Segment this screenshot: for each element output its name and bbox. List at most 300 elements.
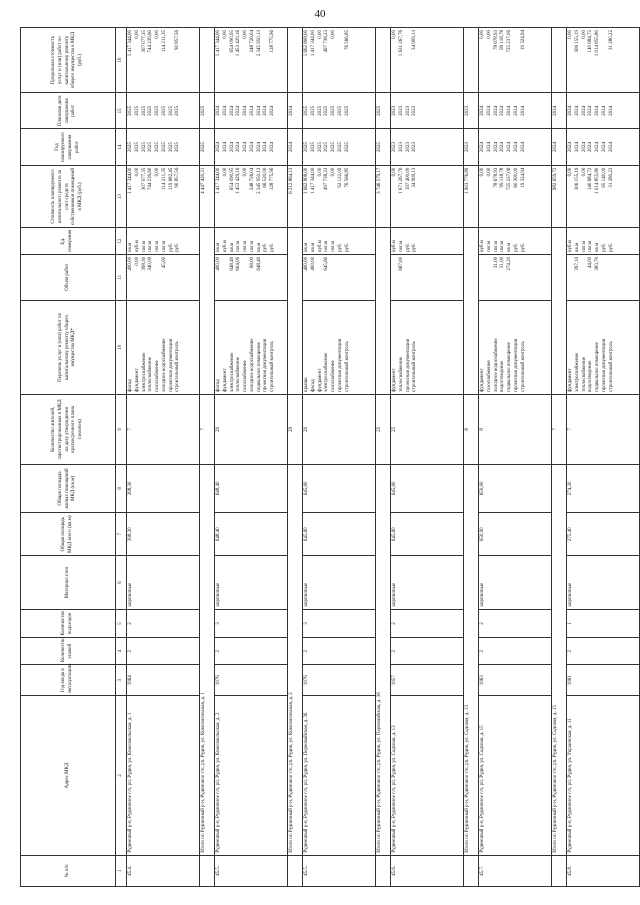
list-item: 2025 (344, 142, 350, 153)
walls-cell: кирпичные (479, 556, 552, 609)
list-item: 2024 (236, 142, 242, 153)
empty-cell (200, 228, 215, 394)
list-item: руб. (520, 243, 526, 252)
list-item: 0,00 (222, 30, 228, 39)
list-item: 2025 (310, 142, 316, 153)
list-item: 2024 (249, 105, 255, 116)
list-item (609, 257, 616, 298)
list-item: 2025 (324, 142, 330, 153)
list-item: проектная документация (168, 338, 174, 392)
list-item: 34 909,13 (412, 30, 418, 50)
list-item: 44,00 (588, 256, 594, 269)
list-item: фундамент (317, 368, 323, 392)
list-item: 0,00 (568, 30, 573, 39)
dates-list (127, 93, 200, 129)
list-item: 725 237,06 (507, 167, 512, 191)
list-item: 140 684,72 (588, 30, 594, 53)
list-item: пог.м (155, 240, 160, 252)
list-item: 31,00 (500, 256, 506, 269)
list-item: 645,60 (324, 256, 330, 271)
empty-cell (288, 228, 303, 394)
list-item: 307 077,35 (141, 30, 147, 53)
list-item: 0,00 (134, 167, 140, 177)
list-item: 1 014 855,80 (595, 30, 600, 57)
column-header: Предельная стоимость услуг и (или) работ по капитальному ремонту общего имущества в МКД (руб.) (21, 28, 116, 93)
list-item (155, 257, 162, 298)
table-row (391, 28, 464, 887)
years-list (567, 129, 640, 165)
list-item: кв.м (310, 242, 316, 252)
list-item: руб. (405, 243, 411, 252)
column-number: 15 (116, 93, 127, 129)
total-row (200, 28, 215, 887)
list-item: 0,00 (480, 30, 485, 39)
years-list (215, 129, 288, 165)
column-number: 12 (116, 228, 127, 255)
list-item: куб.м (392, 240, 397, 252)
list-item: подвальное помещение (507, 342, 512, 392)
list-item: куб.м (222, 240, 228, 252)
list-item: пог.м (161, 240, 167, 252)
list-item: 0,00 (155, 30, 160, 39)
list-item (263, 257, 270, 298)
list-item: строительный контроль (412, 341, 418, 392)
list-item: 2025 (148, 105, 154, 116)
years-list (391, 129, 464, 165)
list-item: 2024 (222, 142, 228, 153)
costs-list (127, 165, 200, 228)
table-row (303, 28, 376, 887)
list-item (406, 30, 413, 90)
list-item: электроснабжение (141, 352, 147, 392)
floors-cell: 2 (391, 638, 464, 665)
list-item: 31,00 (493, 256, 499, 269)
column-header: Количество этажей (21, 638, 116, 665)
list-item: пог.м (331, 240, 336, 252)
costs-list (567, 165, 640, 228)
list-item: руб. (601, 243, 607, 252)
empty-cell (464, 228, 479, 394)
address-cell: Рудничный р-н, Рудничное г/п, рп. Рудня, ул. Комсомольская, д. 1 (127, 696, 200, 855)
list-item (406, 257, 413, 298)
list-item: 2025 (134, 105, 140, 116)
total-cost: 6 212 864,13 (288, 165, 303, 228)
list-item: фундамент (568, 368, 573, 392)
list-item: 1 417 344,00 (216, 167, 221, 194)
list-item: 114 211,35 (161, 167, 167, 190)
column-number: 16 (116, 28, 127, 93)
costs-list (303, 165, 376, 228)
list-item: газоснабжение (331, 360, 336, 392)
list-item: 2024 (243, 142, 248, 153)
list-item: 2025 (161, 105, 167, 116)
date-cell: 2025 (376, 93, 391, 129)
volumes-list (303, 254, 376, 300)
list-item: 2023 (405, 142, 411, 153)
list-item: газоснабжение (243, 360, 248, 392)
list-item: 1 417 344,00 (128, 30, 133, 57)
list-item: 2024 (595, 105, 600, 116)
dates-list (479, 93, 552, 129)
list-item: 648,40 (229, 256, 235, 271)
list-item (480, 257, 487, 298)
list-item: руб. (270, 243, 275, 252)
year-cell: 1976 (303, 665, 376, 696)
walls-cell: кирпичные (303, 556, 376, 609)
list-item: 248 726,04 (249, 167, 255, 191)
area-living-cell: 398,30 (127, 464, 200, 512)
empty-cell (552, 855, 567, 886)
residents-cell: 8 (479, 394, 552, 464)
list-item: холодное водоснабжение (493, 338, 499, 392)
list-item: 0,00 (480, 167, 485, 177)
units-list (127, 228, 200, 255)
list-item: 2024 (216, 105, 221, 116)
list-item: руб. (168, 243, 174, 252)
list-item: пог.м (493, 240, 499, 252)
list-item: фундамент (480, 368, 485, 392)
area-total-cell: 648,40 (215, 513, 288, 556)
list-item: 2024 (229, 105, 235, 116)
list-item: 497 738,23 (324, 167, 330, 191)
residents-cell: 29 (303, 394, 376, 464)
list-item: подвальное помещение (256, 342, 262, 392)
list-item: 497 738,23 (324, 30, 330, 53)
table-body (127, 28, 640, 887)
residents-cell: 7 (127, 394, 200, 464)
column-header: № п/п (21, 855, 116, 886)
column-header: Адрес МКД (21, 696, 116, 855)
list-item: 2024 (507, 142, 512, 153)
list-item: 725 237,06 (507, 30, 512, 53)
year-cell: 2025 (200, 129, 215, 165)
year-cell: 1961 (567, 665, 640, 696)
area-living-cell: 274,20 (567, 464, 640, 512)
list-item: 2025 (175, 142, 181, 153)
list-item: 1 417 344,00 (310, 30, 316, 57)
list-item: строительный контроль (270, 341, 275, 392)
list-item: пог.м (581, 240, 587, 252)
column-number: 4 (116, 638, 127, 665)
total-label: Итого по Рудничный р-н, Рудничное г/п, рп. Рудня, ул. Садовая, д. 15 (552, 464, 567, 855)
list-item: пог.м (243, 240, 248, 252)
column-header: Год планируемого завершения работ (21, 129, 116, 165)
list-item: 128 775,96 (270, 30, 275, 53)
list-item: 1 417 344,00 (310, 167, 316, 194)
total-label: Итого по Рудничный р-н, Рудничное г/п, рп. Рудня, ул. Комсомольская, д. 2 (288, 464, 303, 855)
entrances-cell: 2 (391, 609, 464, 638)
list-item (568, 257, 575, 298)
list-item: подвальное помещение (595, 342, 600, 392)
list-item: куб.м (568, 240, 573, 252)
list-item: 2024 (236, 105, 242, 116)
row-number: 45.8. (567, 855, 640, 886)
column-header: Год ввода в эксплуатацию (21, 665, 116, 696)
years-list (127, 129, 200, 165)
list-item: 2025 (304, 105, 309, 116)
list-item: проектная документация (263, 338, 269, 392)
list-item: 2024 (263, 142, 269, 153)
list-item: 2024 (222, 105, 228, 116)
list-item: 76 566,85 (344, 30, 350, 50)
walls-cell: кирпичные (391, 556, 464, 609)
list-item: 0,00 (243, 30, 248, 39)
list-item: 2024 (493, 105, 499, 116)
list-item: кв.м (595, 242, 600, 252)
list-item: руб. (608, 243, 614, 252)
area-living-cell: 648,40 (215, 464, 288, 512)
list-item (175, 257, 182, 298)
year-cell: 2024 (552, 129, 567, 165)
list-item: 2024 (581, 105, 587, 116)
list-item (338, 30, 345, 90)
list-item: строительный контроль (608, 341, 614, 392)
list-item: холодное водоснабжение (161, 338, 167, 392)
date-cell: 2025 (200, 93, 215, 129)
list-item: 0,00 (331, 30, 336, 39)
list-item: 2023 (412, 105, 418, 116)
list-item: 1 662 808,00 (304, 30, 309, 57)
limits-list (567, 28, 640, 93)
costs-list (215, 165, 288, 228)
list-item: кв.м (256, 242, 262, 252)
walls-cell: кирпичные (127, 556, 200, 609)
list-item: 2025 (324, 105, 330, 116)
list-item: 2024 (601, 142, 607, 153)
list-item: 2024 (493, 142, 499, 153)
list-item: 31 280,22 (608, 30, 614, 50)
list-item: 65 140,00 (601, 167, 607, 188)
costs-list (391, 165, 464, 228)
volumes-list (215, 254, 288, 300)
limits-list (127, 28, 200, 93)
units-list (567, 228, 640, 255)
list-item (602, 30, 609, 90)
list-item: проектная документация (405, 338, 411, 392)
list-item: 2025 (168, 142, 174, 153)
list-item: 0,00 (581, 30, 587, 39)
column-header: Количество жителей, зарегистрированных в МКД на дату утверждения краткосрочного плана (человек) (21, 394, 116, 464)
list-item: 2025 (344, 105, 350, 116)
list-item: 119 682,45 (168, 167, 174, 190)
list-item: 2024 (256, 142, 262, 153)
column-number: 6 (116, 556, 127, 609)
list-item: 2025 (134, 142, 140, 153)
list-item: 400,00 (304, 256, 309, 271)
list-item: фундамент (222, 368, 228, 392)
residents-cell: 7 (567, 394, 640, 464)
list-item: 306 155,19 (574, 30, 580, 53)
list-item: 2025 (331, 142, 336, 153)
volumes-list (567, 254, 640, 300)
dates-list (215, 93, 288, 129)
list-item (514, 30, 521, 90)
total-cost: 4 447 420,31 (200, 165, 215, 228)
list-item: 2023 (398, 142, 404, 153)
list-item (263, 30, 270, 90)
floors-cell: 2 (215, 638, 288, 665)
list-item: руб. (337, 243, 343, 252)
list-item: пог.м (398, 240, 404, 252)
column-header: Плановая дата завершения работ (21, 93, 116, 129)
list-item: теплоснабжение (398, 356, 404, 392)
column-header: Стоимость планируемого капитального ремонта за счет средств собственников помещений в МКД (руб.) (21, 165, 116, 228)
empty-cell (376, 28, 391, 93)
list-item: 383,70 (595, 256, 600, 271)
list-item: строительный контроль (175, 341, 181, 392)
residents-cell: 7 (552, 394, 567, 464)
list-item: руб. (175, 243, 181, 252)
list-item: холодное водоснабжение (249, 338, 255, 392)
floors-cell: 2 (127, 638, 200, 665)
units-list (391, 228, 464, 255)
address-cell: Рудничный р-н, Рудничное г/п, рп. Рудня, ул. Садовая, д. 15 (479, 696, 552, 855)
list-item: 0,00 (134, 30, 140, 39)
list-item: фасад (128, 379, 133, 392)
floors-cell: 2 (479, 638, 552, 665)
column-number-row (116, 28, 127, 887)
list-item: пог.м (148, 240, 154, 252)
list-item: фундамент (134, 368, 140, 392)
list-item: 114 211,35 (161, 30, 167, 53)
column-number: 11 (116, 254, 127, 300)
list-item (582, 257, 589, 298)
list-item: водоотведение (588, 360, 594, 392)
list-item: 2025 (141, 142, 147, 153)
list-item: руб. (344, 243, 350, 252)
list-item: 2025 (304, 142, 309, 153)
residents-cell: 25 (376, 394, 391, 464)
list-item: фундамент (392, 368, 397, 392)
column-header: Материал стен (21, 556, 116, 609)
list-item: 2024 (574, 105, 580, 116)
list-item (514, 257, 521, 298)
year-cell: 2023 (464, 129, 479, 165)
units-list (303, 228, 376, 255)
list-item: 2025 (128, 105, 133, 116)
list-item: газоснабжение (155, 360, 160, 392)
repair-plan-table (20, 27, 640, 887)
column-number: 13 (116, 165, 127, 228)
column-number: 8 (116, 464, 127, 512)
list-item: 2023 (412, 142, 418, 153)
total-row (376, 28, 391, 887)
column-header: Общая площадь МКД всего (кв.м) (21, 513, 116, 556)
row-number: 45.5. (303, 855, 376, 886)
list-item: руб. (263, 243, 269, 252)
walls-cell: кирпичные (215, 556, 288, 609)
year-cell: 1964 (127, 665, 200, 696)
list-item: 0,00 (486, 30, 492, 39)
area-living-cell: 645,60 (303, 464, 376, 512)
list-item: 398,30 (141, 256, 147, 271)
list-item: 2024 (520, 142, 526, 153)
works-list (127, 300, 200, 394)
column-header: Количество подъездов (21, 609, 116, 638)
list-item: 128 775,96 (270, 167, 275, 191)
list-item: 0,00 (155, 167, 160, 177)
list-item: руб. (513, 243, 519, 252)
list-item: 2024 (507, 105, 512, 116)
list-item: 0,00 (392, 30, 397, 39)
list-item: фасад (310, 379, 316, 392)
residents-cell: 7 (200, 394, 215, 464)
costs-list (479, 165, 552, 228)
list-item: 604,00 (236, 256, 242, 271)
total-cost: 1 903 776,89 (464, 165, 479, 228)
empty-cell (288, 855, 303, 886)
units-list (479, 228, 552, 255)
list-item: 78 678,93 (493, 167, 499, 188)
list-item: теплоснабжение (236, 356, 242, 392)
list-item: электроснабжение (229, 352, 235, 392)
list-item (412, 257, 419, 298)
works-list (303, 300, 376, 394)
column-number: 2 (116, 696, 127, 855)
list-item: 744 239,60 (148, 30, 154, 53)
list-item: 397,10 (574, 256, 580, 271)
list-item: 0,00 (568, 167, 573, 177)
volumes-list (391, 254, 464, 300)
list-item: кв.м (507, 242, 512, 252)
list-item: 2024 (581, 142, 587, 153)
list-item: 1 631 267,76 (398, 30, 404, 57)
column-number: 9 (116, 394, 127, 464)
page-number: 40 (314, 8, 326, 20)
list-item: 2024 (243, 105, 248, 116)
list-item: 1 671 267,76 (398, 167, 404, 194)
list-item: пог.м (324, 240, 330, 252)
list-item: 76 566,85 (344, 167, 350, 188)
list-item: 2024 (568, 105, 573, 116)
row-number: 45.4. (127, 855, 200, 886)
dates-list (567, 93, 640, 129)
list-item: 2024 (608, 105, 614, 116)
list-item: пог.м (500, 240, 506, 252)
list-item: 60 300,00 (513, 167, 519, 188)
year-cell: 1957 (391, 665, 464, 696)
list-item: кв.м (304, 242, 309, 252)
document-sheet (20, 27, 620, 887)
date-cell: 2024 (288, 93, 303, 129)
list-item: 99 118,78 (500, 167, 506, 188)
area-total-cell: 275,40 (567, 513, 640, 556)
list-item: 2024 (513, 105, 519, 116)
list-item: 0,00 (317, 167, 323, 177)
list-item: 0,00 (222, 167, 228, 177)
floors-cell: 2 (567, 638, 640, 665)
list-item (521, 257, 528, 298)
list-item: крыша (304, 377, 309, 392)
list-item: водоотведение (500, 360, 506, 392)
area-total-cell: 645,60 (303, 513, 376, 556)
list-item: 99 118,78 (500, 30, 506, 50)
total-label: Итого по Рудничный р-н, Рудничное г/п, рп. Рудня, ул. Комсомольская, д. 1 (200, 464, 215, 855)
list-item: 2025 (128, 142, 133, 153)
limits-list (391, 28, 464, 93)
list-item: 0,00 (243, 167, 248, 177)
list-item: 648,40 (256, 256, 262, 271)
list-item: газоснабжение (486, 360, 492, 392)
list-item: 2025 (317, 105, 323, 116)
year-cell: 2024 (288, 129, 303, 165)
list-item: 2025 (175, 105, 181, 116)
list-item: 654 090,95 (229, 167, 235, 191)
column-number: 1 (116, 855, 127, 886)
works-list (215, 300, 288, 394)
list-item: 2024 (608, 142, 614, 153)
list-item (223, 257, 230, 298)
